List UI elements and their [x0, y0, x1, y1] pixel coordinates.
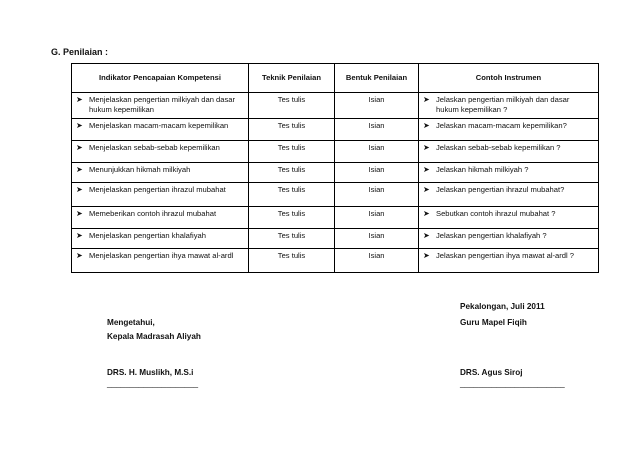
- indicator-cell: [72, 183, 249, 207]
- instrument-text: Jelaskan sebab-sebab kepemilikan ?: [436, 143, 561, 152]
- arrow-bullet-icon: ➤: [76, 121, 83, 130]
- indicator-text: Menjelaskan pengertian ihya mawat al-ardl: [89, 251, 234, 260]
- technique-cell: Tes tulis: [249, 207, 335, 229]
- technique-cell: Tes tulis: [249, 163, 335, 183]
- indicator-cell: [72, 119, 249, 141]
- table-row: [72, 141, 599, 163]
- technique-cell: Tes tulis: [249, 229, 335, 249]
- arrow-bullet-icon: ➤: [423, 209, 430, 218]
- instrument-cell: [419, 163, 599, 183]
- indicator-text: Menjelaskan sebab-sebab kepemilikan: [89, 143, 220, 152]
- acknowledged-label: Mengetahui,: [107, 318, 155, 327]
- arrow-bullet-icon: ➤: [76, 143, 83, 152]
- principal-signature-line: ____________________: [107, 379, 199, 388]
- arrow-bullet-icon: ➤: [76, 95, 83, 104]
- instrument-cell: [419, 249, 599, 273]
- technique-cell: Tes tulis: [249, 183, 335, 207]
- place-date: Pekalongan, Juli 2011: [460, 302, 545, 311]
- instrument-cell: [419, 93, 599, 119]
- instrument-cell: [419, 119, 599, 141]
- section-title: G. Penilaian :: [51, 47, 109, 57]
- arrow-bullet-icon: ➤: [76, 231, 83, 240]
- arrow-bullet-icon: ➤: [423, 165, 430, 174]
- assessment-table: [71, 63, 599, 273]
- form-cell: Isian: [335, 183, 419, 207]
- arrow-bullet-icon: ➤: [423, 231, 430, 240]
- form-cell: Isian: [335, 249, 419, 273]
- table-header-row: [72, 64, 599, 93]
- indicator-text: Memeberikan contoh ihrazul mubahat: [89, 209, 217, 218]
- form-cell: Isian: [335, 229, 419, 249]
- indicator-cell: [72, 141, 249, 163]
- arrow-bullet-icon: ➤: [423, 121, 430, 130]
- table-row: [72, 183, 599, 207]
- instrument-text: Jelaskan pengertian ihya mawat al-ardl ?: [436, 251, 575, 260]
- teacher-name: DRS. Agus Siroj: [460, 368, 523, 377]
- table-row: [72, 119, 599, 141]
- header-indicator: Indikator Pencapaian Kompetensi: [72, 64, 249, 93]
- table-row: [72, 249, 599, 273]
- table-row: [72, 229, 599, 249]
- arrow-bullet-icon: ➤: [76, 209, 83, 218]
- table-row: [72, 207, 599, 229]
- instrument-text: Jelaskan macam-macam kepemilikan?: [436, 121, 567, 130]
- table-body: [72, 93, 599, 273]
- table-row: [72, 163, 599, 183]
- principal-name: DRS. H. Muslikh, M.S.i: [107, 368, 194, 377]
- indicator-cell: [72, 163, 249, 183]
- arrow-bullet-icon: ➤: [76, 251, 83, 260]
- technique-cell: Tes tulis: [249, 93, 335, 119]
- indicator-text: Menjelaskan macam-macam kepemilikan: [89, 121, 229, 130]
- instrument-cell: [419, 229, 599, 249]
- header-technique: Teknik Penilaian: [249, 64, 335, 93]
- instrument-text: Jelaskan pengertian ihrazul mubahat?: [436, 185, 565, 194]
- table-row: [72, 93, 599, 119]
- instrument-text: Sebutkan contoh ihrazul mubahat ?: [436, 209, 556, 218]
- technique-cell: Tes tulis: [249, 141, 335, 163]
- arrow-bullet-icon: ➤: [76, 185, 83, 194]
- header-instrument: Contoh Instrumen: [419, 64, 599, 93]
- instrument-cell: [419, 141, 599, 163]
- arrow-bullet-icon: ➤: [423, 143, 430, 152]
- instrument-cell: [419, 183, 599, 207]
- form-cell: Isian: [335, 163, 419, 183]
- instrument-text: Jelaskan pengertian milkiyah dan dasar hukum kepemilikan ?: [436, 95, 570, 114]
- indicator-cell: [72, 207, 249, 229]
- indicator-cell: [72, 249, 249, 273]
- technique-cell: Tes tulis: [249, 249, 335, 273]
- instrument-text: Jelaskan hikmah milkiyah ?: [436, 165, 529, 174]
- form-cell: Isian: [335, 93, 419, 119]
- header-form: Bentuk Penilaian: [335, 64, 419, 93]
- indicator-cell: [72, 93, 249, 119]
- indicator-text: Menjelaskan pengertian milkiyah dan dasar hukum kepemilikan: [89, 95, 236, 114]
- teacher-signature-line: _______________________: [460, 379, 565, 388]
- arrow-bullet-icon: ➤: [423, 185, 430, 194]
- teacher-role: Guru Mapel Fiqih: [460, 318, 527, 327]
- arrow-bullet-icon: ➤: [423, 251, 430, 260]
- indicator-cell: [72, 229, 249, 249]
- form-cell: Isian: [335, 119, 419, 141]
- instrument-cell: [419, 207, 599, 229]
- indicator-text: Menunjukkan hikmah milkiyah: [89, 165, 191, 174]
- indicator-text: Menjelaskan pengertian ihrazul mubahat: [89, 185, 226, 194]
- arrow-bullet-icon: ➤: [423, 95, 430, 104]
- indicator-text: Menjelaskan pengertian khalafiyah: [89, 231, 206, 240]
- form-cell: Isian: [335, 207, 419, 229]
- instrument-text: Jelaskan pengertian khalafiyah ?: [436, 231, 547, 240]
- technique-cell: Tes tulis: [249, 119, 335, 141]
- form-cell: Isian: [335, 141, 419, 163]
- principal-role: Kepala Madrasah Aliyah: [107, 332, 201, 341]
- arrow-bullet-icon: ➤: [76, 165, 83, 174]
